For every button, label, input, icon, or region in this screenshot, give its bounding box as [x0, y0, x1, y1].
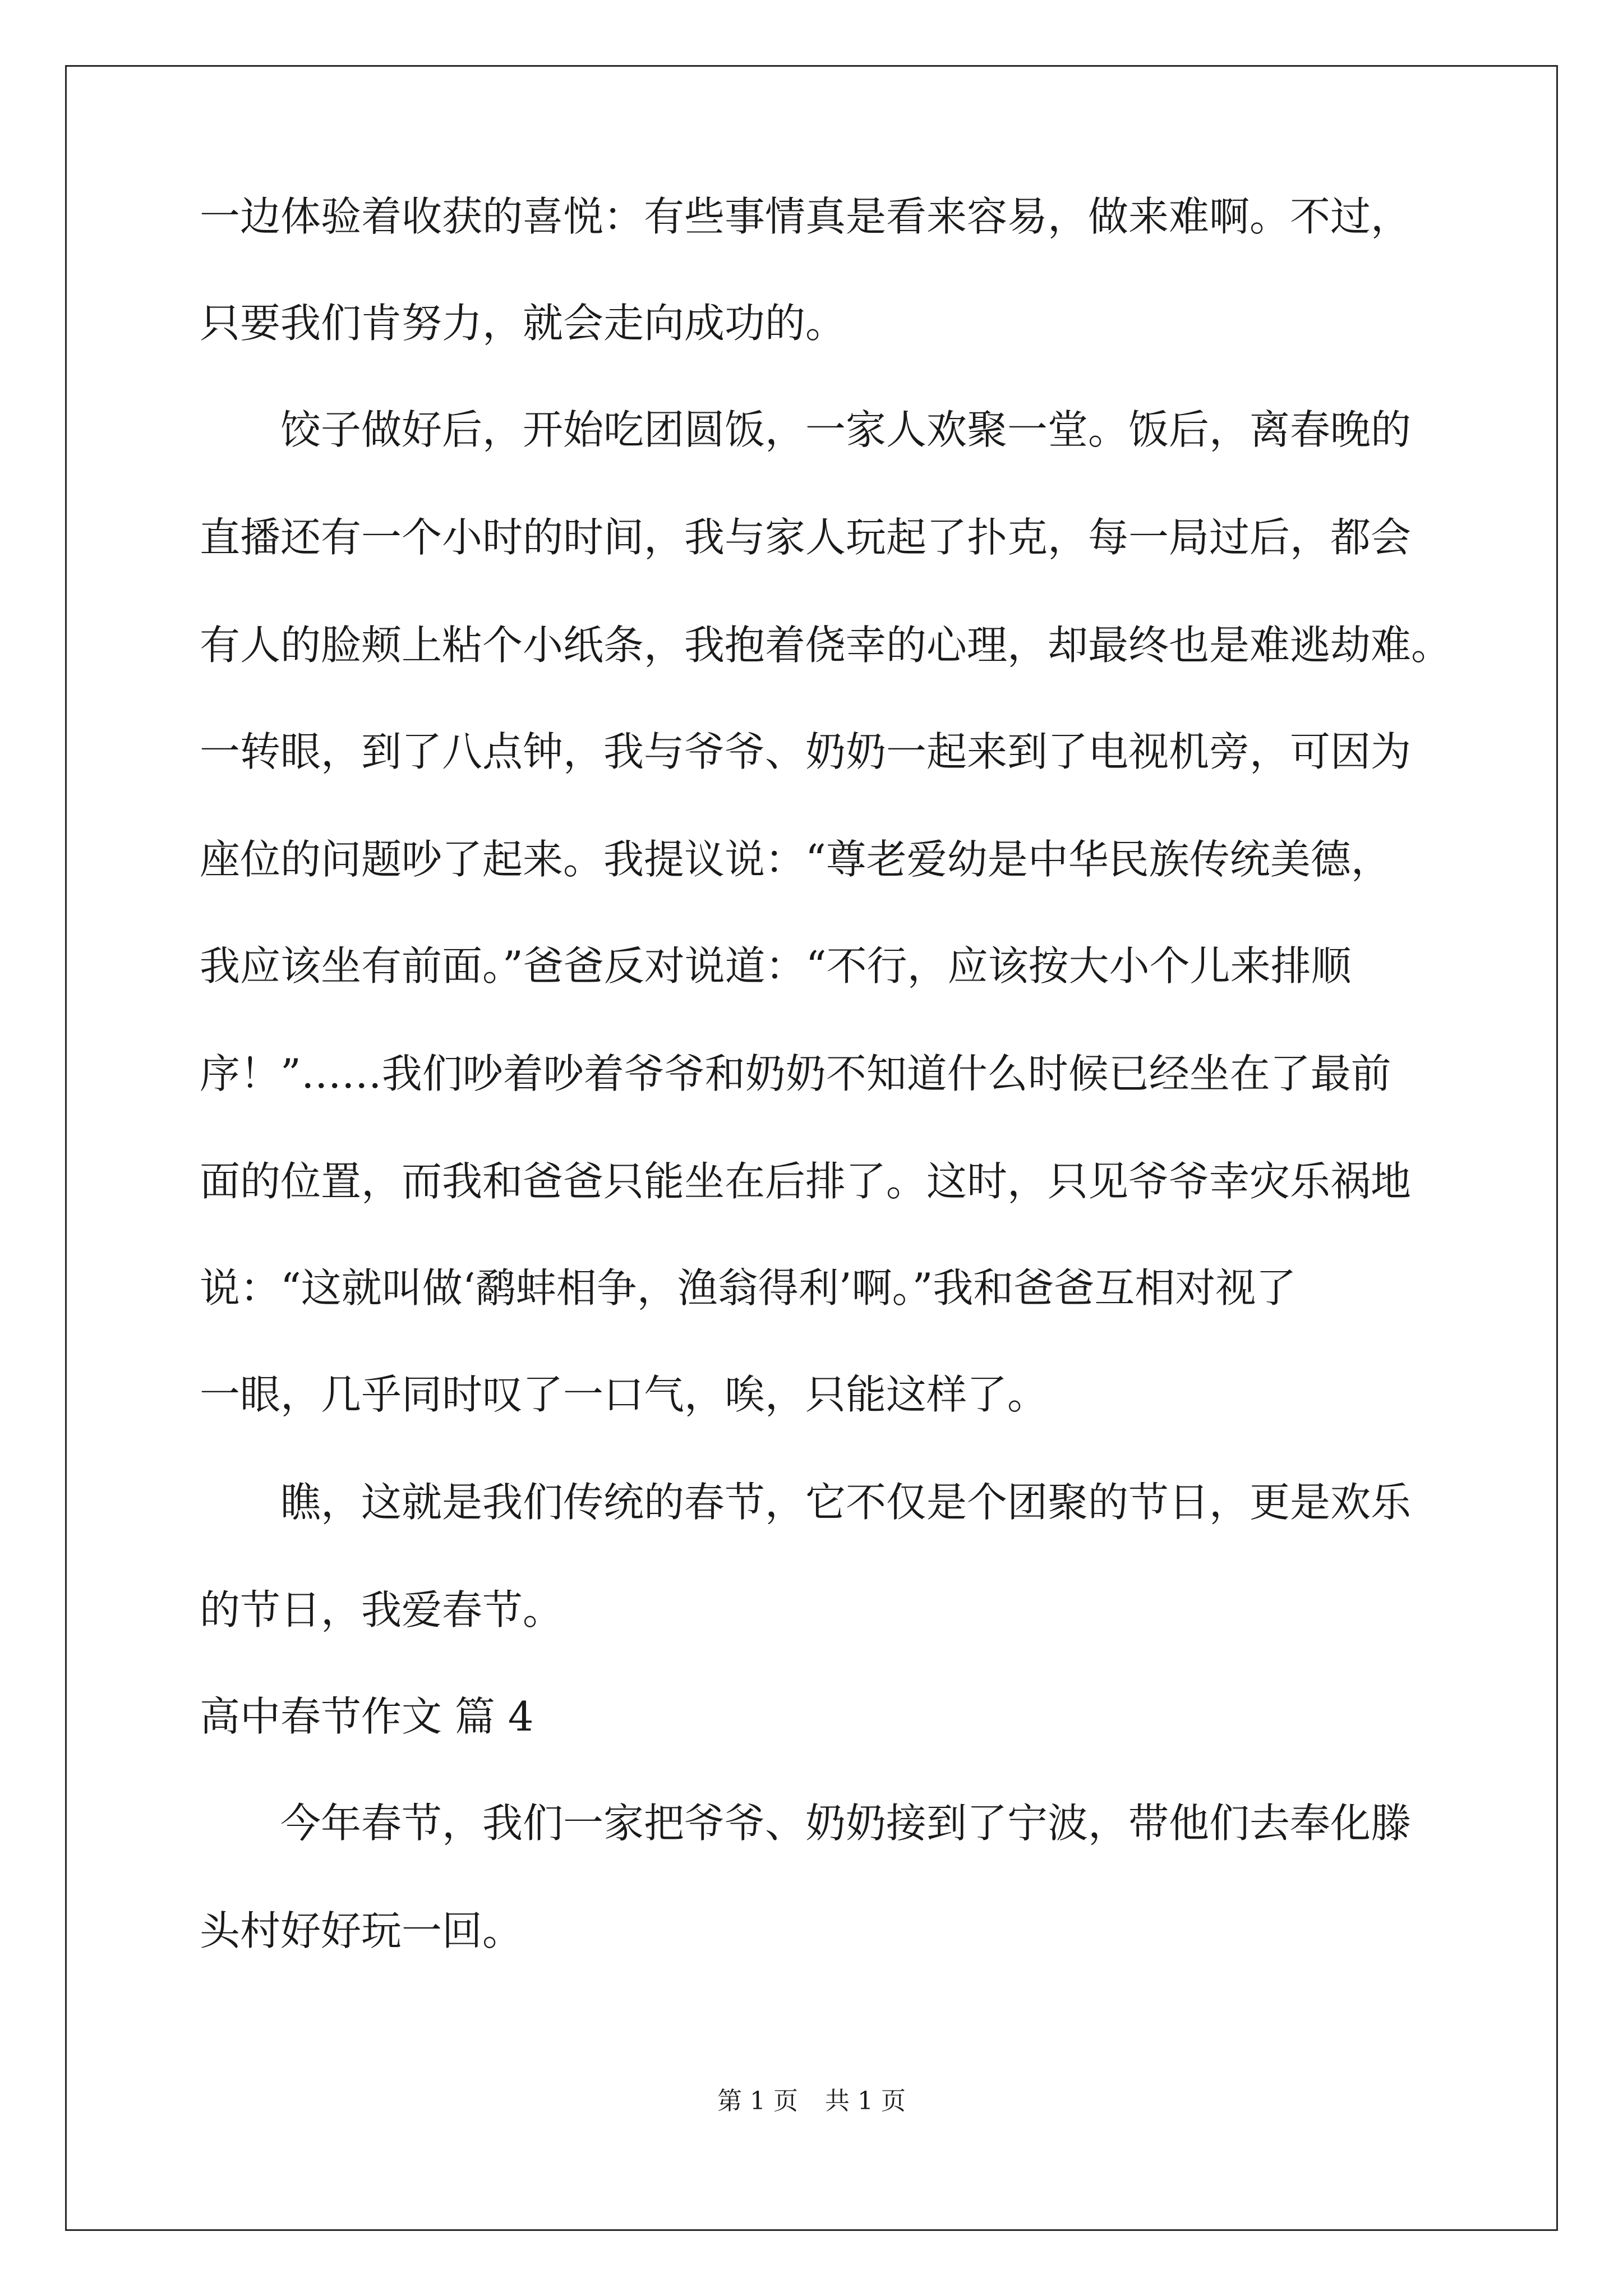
page-number-current: 第 1 页 — [717, 2087, 798, 2115]
text-line: 有人的脸颊上粘个小纸条，我抱着侥幸的心理，却最终也是难逃劫难。 — [200, 622, 1452, 669]
text-line: 直播还有一个小时的时间，我与家人玩起了扑克，每一局过后，都会 — [200, 514, 1412, 561]
section-heading: 高中春节作文 篇 4 — [200, 1693, 534, 1740]
text-line: 只要我们肯努力，就会走向成功的。 — [200, 300, 846, 347]
text-line: 一边体验着收获的喜悦：有些事情真是看来容易，做来难啊。不过， — [200, 193, 1412, 240]
text-line: 头村好好玩一回。 — [200, 1907, 523, 1954]
text-line: 的节日，我爱春节。 — [200, 1586, 564, 1634]
text-line: 说：“这就叫做‘鹬蚌相争，渔翁得利’啊。”我和爸爸互相对视了 — [200, 1264, 1297, 1312]
page-number-total: 共 1 页 — [825, 2087, 906, 2115]
text-line: 今年春节，我们一家把爷爷、奶奶接到了宁波，带他们去奉化滕 — [200, 1800, 1412, 1847]
text-line: 面的位置，而我和爸爸只能坐在后排了。这时，只见爷爷幸灾乐祸地 — [200, 1158, 1412, 1205]
text-line: 一转眼，到了八点钟，我与爷爷、奶奶一起来到了电视机旁，可因为 — [200, 728, 1412, 775]
text-line: 一眼，几乎同时叹了一口气，唉，只能这样了。 — [200, 1371, 1048, 1418]
text-line: 座位的问题吵了起来。我提议说：“尊老爱幼是中华民族传统美德， — [200, 836, 1391, 883]
text-line: 瞧，这就是我们传统的春节，它不仅是个团聚的节日，更是欢乐 — [200, 1479, 1412, 1526]
text-line: 序！”……我们吵着吵着爷爷和奶奶不知道什么时候已经坐在了最前 — [200, 1050, 1391, 1097]
text-line: 我应该坐有前面。”爸爸反对说道：“不行，应该按大小个儿来排顺 — [200, 942, 1352, 990]
text-line: 饺子做好后，开始吃团圆饭，一家人欢聚一堂。饭后，离春晚的 — [200, 406, 1412, 453]
page-footer — [0, 2085, 1623, 2118]
